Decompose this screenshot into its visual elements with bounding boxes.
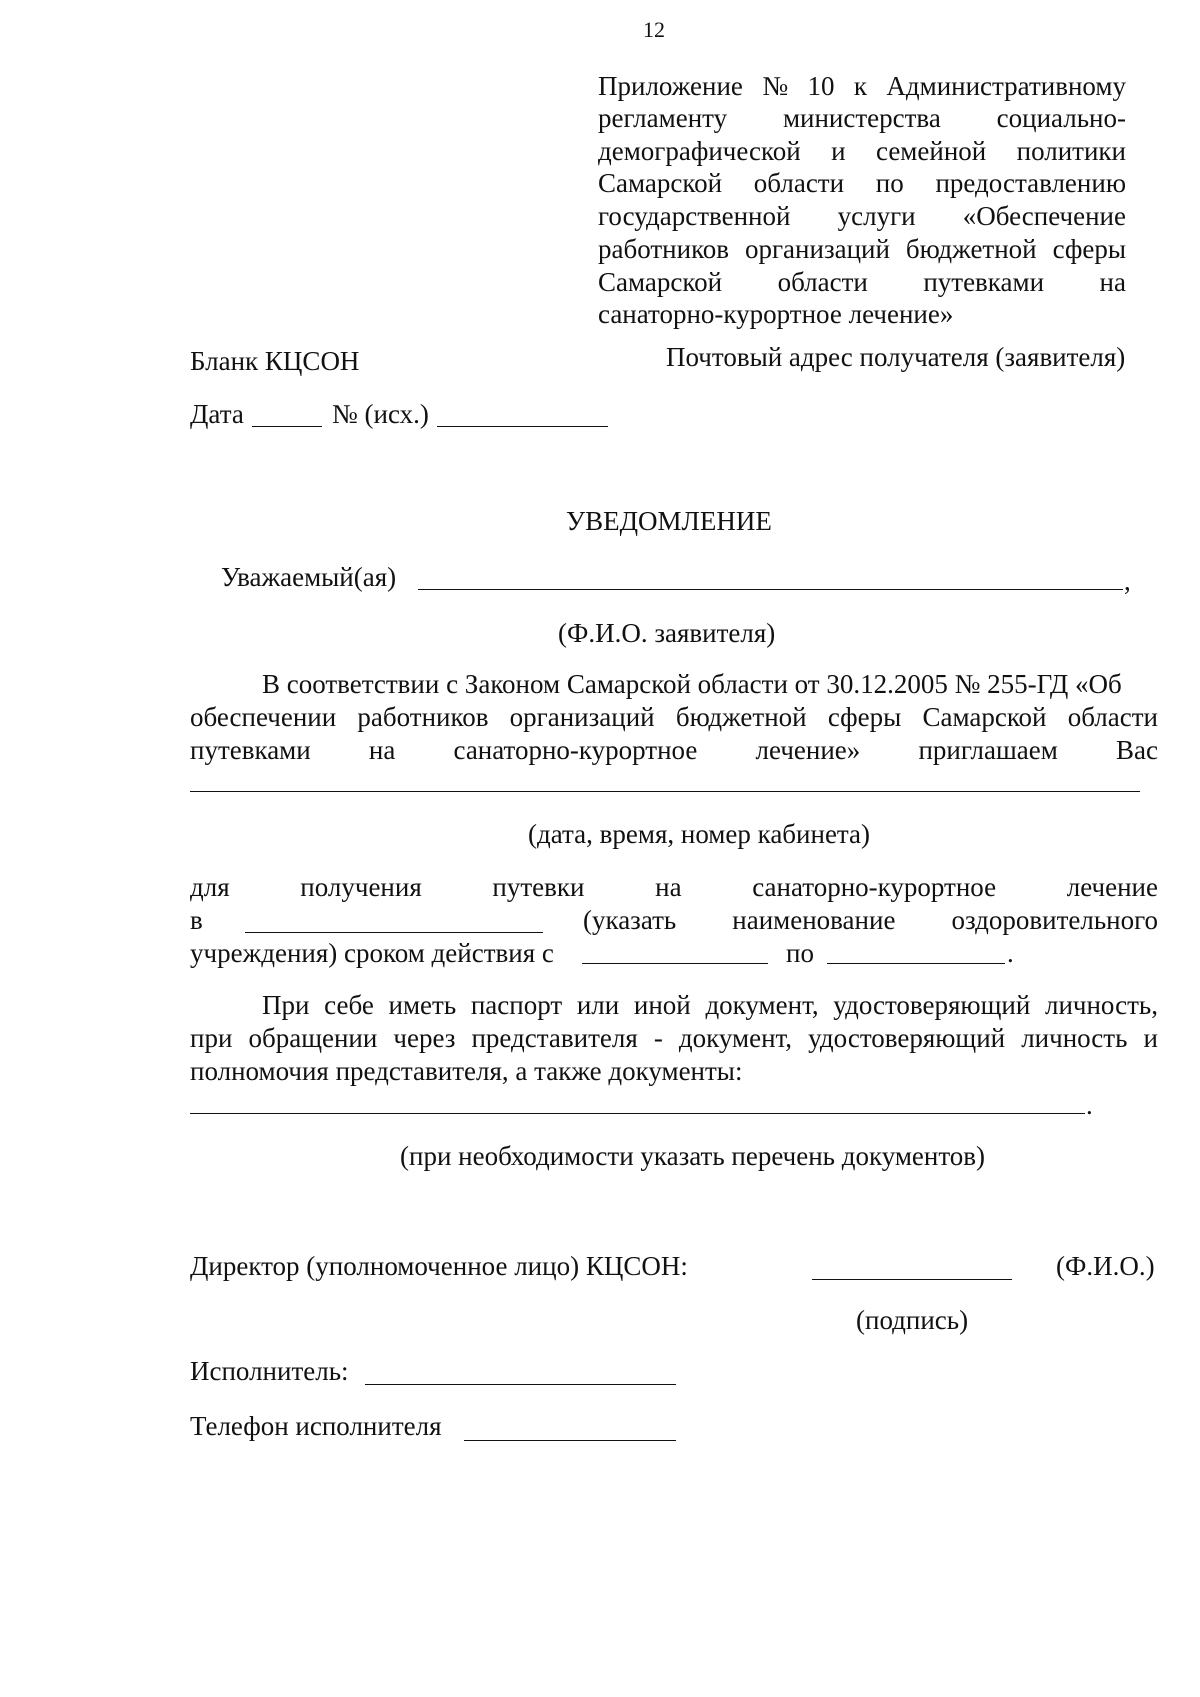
paragraph3-end-dot: .	[1086, 1090, 1093, 1120]
appendix-line: Самарской области по предоставлению	[598, 168, 1126, 198]
appendix-line: работников организаций бюджетной сферы	[598, 234, 1126, 264]
appendix-line: государственной услуги «Обеспечение	[598, 201, 1126, 231]
date-field-line[interactable]	[252, 426, 322, 427]
appendix-last-line: санаторно-курортное лечение»	[598, 299, 954, 329]
paragraph2-end-dot: .	[1007, 938, 1014, 968]
applicant-name-caption: (Ф.И.О. заявителя)	[558, 618, 776, 648]
director-fio-label: (Ф.И.О.)	[1056, 1251, 1155, 1281]
paragraph2-line1: для получения путевки на санаторно-курортное лечение	[190, 872, 1158, 902]
applicant-name-field-line[interactable]	[418, 589, 1123, 590]
document-title: УВЕДОМЛЕНИЕ	[566, 506, 772, 536]
paragraph2-line3-start: учреждения) сроком действия с	[190, 938, 554, 968]
director-label: Директор (уполномоченное лицо) КЦСОН:	[190, 1251, 688, 1281]
paragraph1-line3: путевками на санаторно-курортное лечение» приглашаем Вас	[190, 735, 1158, 765]
appointment-field-line[interactable]	[190, 791, 1140, 792]
number-field-line[interactable]	[437, 426, 608, 427]
validity-to-field-line[interactable]	[827, 963, 1005, 964]
appendix-line: демографической и семейной политики	[598, 136, 1126, 166]
signature-caption: (подпись)	[856, 1305, 969, 1335]
paragraph3-line3: полномочия представителя, а также документы:	[190, 1056, 743, 1086]
institution-field-line[interactable]	[245, 932, 543, 933]
appendix-line: Приложение № 10 к Административному	[598, 71, 1126, 101]
documents-field-line[interactable]	[190, 1113, 1085, 1114]
appointment-caption: (дата, время, номер кабинета)	[528, 819, 871, 849]
executor-phone-field-line[interactable]	[464, 1440, 676, 1441]
date-label: Дата	[190, 399, 244, 429]
paragraph1-line2: обеспечении работников организаций бюджетной сферы Самарской области	[190, 702, 1158, 732]
appendix-line: Самарской области путевками на	[598, 267, 1126, 297]
salutation-comma: ,	[1124, 566, 1131, 596]
executor-field-line[interactable]	[365, 1384, 676, 1385]
salutation-label: Уважаемый(ая)	[221, 562, 397, 592]
validity-by-label: по	[786, 938, 814, 968]
paragraph2-in-word: в	[190, 905, 203, 935]
executor-phone-label: Телефон исполнителя	[190, 1411, 442, 1441]
paragraph3-line1: При себе иметь паспорт или иной документ, удостоверяющий личность,	[262, 990, 1158, 1020]
postal-address-label: Почтовый адрес получателя (заявителя)	[666, 342, 1126, 372]
number-label: № (исх.)	[332, 399, 429, 429]
documents-caption: (при необходимости указать перечень документов)	[400, 1141, 986, 1171]
appendix-line: регламенту министерства социально-	[598, 103, 1126, 133]
paragraph3-line2: при обращении через представителя - документ, удостоверяющий личность и	[190, 1023, 1158, 1053]
paragraph1-line1: В соответствии с Законом Самарской области от 30.12.2005 № 255-ГД «Об	[262, 669, 1122, 699]
blank-label: Бланк КЦСОН	[190, 346, 360, 376]
page-number: 12	[643, 17, 665, 42]
signature-field-line[interactable]	[812, 1279, 1012, 1280]
validity-from-field-line[interactable]	[582, 963, 768, 964]
paragraph2-line2-rest: (указать наименование оздоровительного	[583, 905, 1158, 935]
executor-label: Исполнитель:	[190, 1356, 349, 1386]
